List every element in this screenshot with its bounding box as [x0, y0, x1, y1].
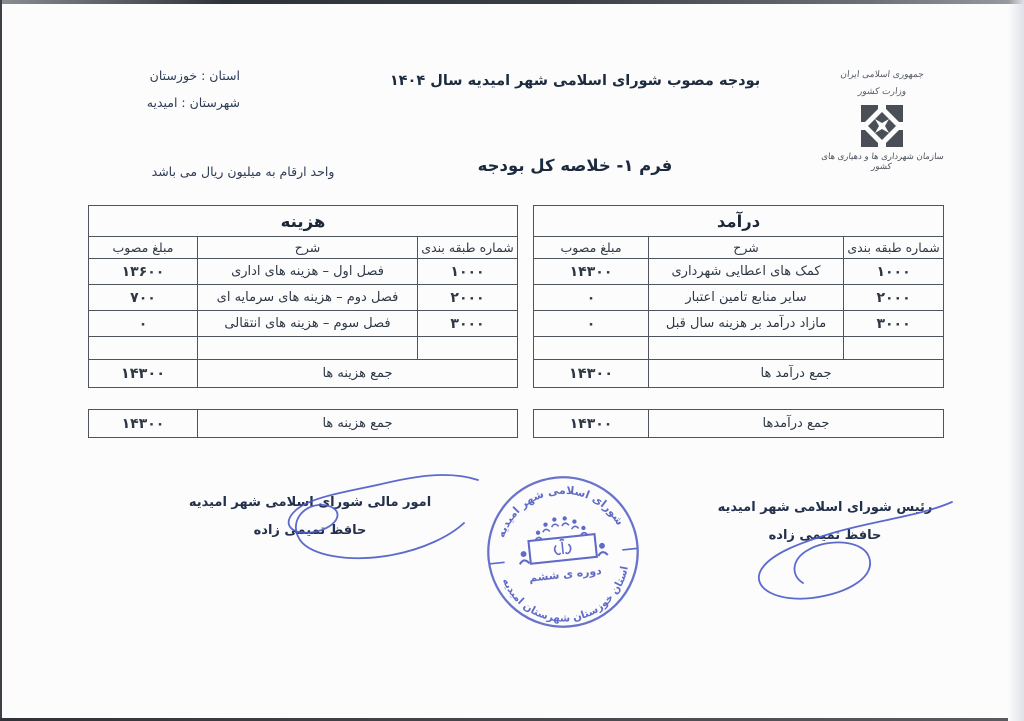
income-table-title: درآمد — [534, 206, 944, 237]
income-total-label: جمع درآمد ها — [649, 360, 944, 388]
council-chairman-signature-block — [686, 500, 964, 543]
expense-grand-amount: ۱۴۳۰۰ — [89, 410, 198, 438]
cell-amount: ۱۴۳۰۰ — [534, 259, 649, 285]
municipalities-organization-logo-icon — [859, 103, 905, 149]
cell-amount: ۰ — [89, 311, 198, 337]
signer-name: حافظ تمیمی زاده — [253, 523, 367, 538]
expense-total-amount: ۱۴۳۰۰ — [89, 360, 198, 388]
cell-desc: مازاد درآمد بر هزینه سال قبل — [649, 311, 844, 337]
cell-code: ۳۰۰۰ — [418, 311, 518, 337]
ministry-line: وزارت کشور — [857, 87, 907, 97]
cell-empty — [89, 337, 198, 360]
cell-code: ۱۰۰۰ — [844, 259, 944, 285]
document-title: بودجه مصوب شورای اسلامی شهر امیدیه سال ۱۴۰۴ — [389, 73, 761, 89]
income-grand-total-table — [533, 409, 944, 438]
council-round-stamp — [472, 461, 654, 643]
income-total-amount: ۱۴۳۰۰ — [534, 360, 649, 388]
scan-edge-right — [1008, 0, 1024, 721]
form-title: فرم ۱- خلاصه کل بودجه — [477, 156, 673, 175]
cell-amount: ۰ — [534, 311, 649, 337]
cell-empty — [418, 337, 518, 360]
cell-amount: ۱۳۶۰۰ — [89, 259, 198, 285]
cell-code: ۲۰۰۰ — [418, 285, 518, 311]
scan-edge-left — [0, 0, 2, 721]
income-col-amount: مبلغ مصوب — [534, 237, 649, 259]
table-row — [534, 311, 944, 337]
cell-desc: فصل سوم – هزینه های انتقالی — [198, 311, 418, 337]
cell-code: ۲۰۰۰ — [844, 285, 944, 311]
cell-empty — [844, 337, 944, 360]
expense-col-code: شماره طبقه بندی — [418, 237, 518, 259]
income-grand-amount: ۱۴۳۰۰ — [534, 410, 649, 438]
expense-total-label: جمع هزینه ها — [198, 360, 518, 388]
total-row — [534, 360, 944, 388]
svg-text:شورای اسلامی شهر امیدیه — [490, 477, 627, 540]
cell-code: ۳۰۰۰ — [844, 311, 944, 337]
organization-name-line: سازمان شهرداری ها و دهیاری های کشور — [820, 152, 945, 172]
cell-amount: ۰ — [534, 285, 649, 311]
signer-name: حافظ تمیمی زاده — [768, 528, 882, 543]
stamp-ring-bottom-text: استان خوزستان شهرستان امیدیه — [499, 565, 631, 625]
national-title-line: جمهوری اسلامی ایران — [839, 70, 925, 80]
empty-row — [534, 337, 944, 360]
stamp-ring-top-text: شورای اسلامی شهر امیدیه — [494, 483, 627, 540]
expense-table — [88, 205, 518, 388]
cell-empty — [198, 337, 418, 360]
table-row — [89, 311, 518, 337]
expense-col-desc: شرح — [198, 237, 418, 259]
scan-edge-top — [0, 0, 1024, 4]
table-row — [534, 285, 944, 311]
cell-empty — [649, 337, 844, 360]
expense-grand-label: جمع هزینه ها — [198, 410, 518, 438]
expense-col-amount: مبلغ مصوب — [89, 237, 198, 259]
cell-desc: سایر منابع تامین اعتبار — [649, 285, 844, 311]
cell-desc: فصل دوم – هزینه های سرمایه ای — [198, 285, 418, 311]
table-row — [534, 259, 944, 285]
province-line: استان : خوزستان — [149, 68, 240, 83]
table-row — [89, 259, 518, 285]
expense-grand-total-table — [88, 409, 518, 438]
finance-officer-signature-block — [172, 495, 448, 538]
location-block — [126, 62, 240, 116]
cell-code: ۱۰۰۰ — [418, 259, 518, 285]
income-col-code: شماره طبقه بندی — [844, 237, 944, 259]
county-line: شهرستان : امیدیه — [146, 95, 240, 110]
income-grand-label: جمع درآمدها — [649, 410, 944, 438]
cell-empty — [534, 337, 649, 360]
ministry-header-block — [810, 70, 954, 172]
cell-desc: فصل اول – هزینه های اداری — [198, 259, 418, 285]
stamp-term-text: دوره ی ششم — [528, 564, 603, 585]
income-table — [533, 205, 944, 388]
signer-role: رئیس شورای اسلامی شهر امیدیه — [717, 500, 933, 515]
table-row — [89, 285, 518, 311]
income-col-desc: شرح — [649, 237, 844, 259]
empty-row — [89, 337, 518, 360]
total-row — [89, 360, 518, 388]
cell-desc: کمک های اعطایی شهرداری — [649, 259, 844, 285]
cell-amount: ۷۰۰ — [89, 285, 198, 311]
unit-note: واحد ارقام به میلیون ریال می باشد — [151, 164, 335, 179]
expense-table-title: هزینه — [89, 206, 518, 237]
signer-role: امور مالی شورای اسلامی شهر امیدیه — [188, 495, 432, 510]
